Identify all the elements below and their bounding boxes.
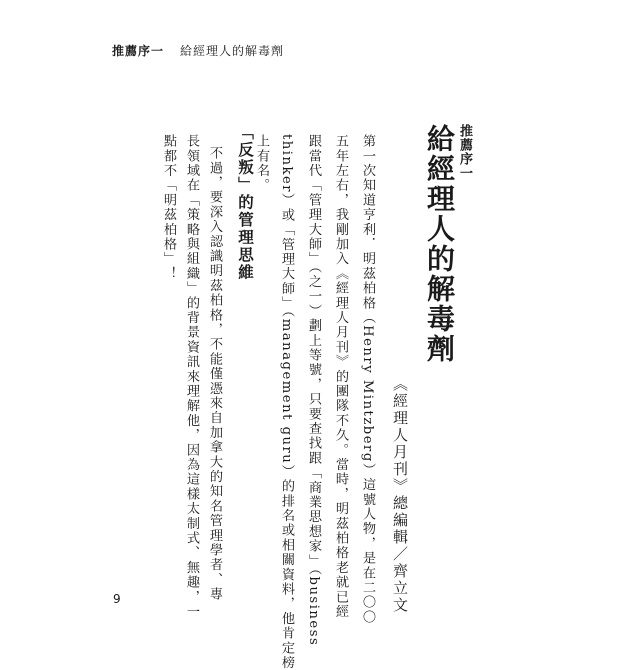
paragraph1-line-4: thinker）或「管理大師」（management guru）的排名或相關資料，他肯定榜 [279, 134, 294, 670]
chapter-title: 給經理人的解毒劑 [423, 124, 456, 364]
running-header [112, 42, 284, 59]
paragraph2-line-2: 長領域在「策略與組織」的背景資訊來理解他，因為這樣太制式、無趣，一 [184, 134, 199, 620]
chapter-byline: 《經理人月刊》總編輯／齊立文 [391, 376, 409, 614]
paragraph2-line-1: 不過，要深入認識明茲柏格，不能僅憑來自加拿大的知名管理學者、專 [207, 146, 222, 602]
paragraph1-line-1: 第一次知道亨利．明茲柏格（Henry Mintzberg）這號人物，是在二〇〇 [360, 134, 375, 625]
paragraph1-line-3: 跟當代「管理大師」（之一）劃上等號，只要查找跟「商業思想家」（business [306, 134, 321, 647]
paragraph1-line-2: 五年左右，我剛加入《經理人月刊》的團隊不久。當時，明茲柏格老就已經 [333, 134, 348, 620]
page-number: 9 [113, 592, 121, 606]
chapter-section-label: 推薦序一 [457, 124, 472, 180]
paragraph1-line-5: 上有名。 [254, 134, 269, 193]
running-header-section: 推薦序一 [112, 44, 165, 58]
paragraph2-line-3: 點都不「明茲柏格」！ [161, 134, 176, 281]
running-header-title: 給經理人的解毒劑 [180, 44, 285, 58]
section-heading: 「反叛」的管理思維 [236, 124, 254, 282]
